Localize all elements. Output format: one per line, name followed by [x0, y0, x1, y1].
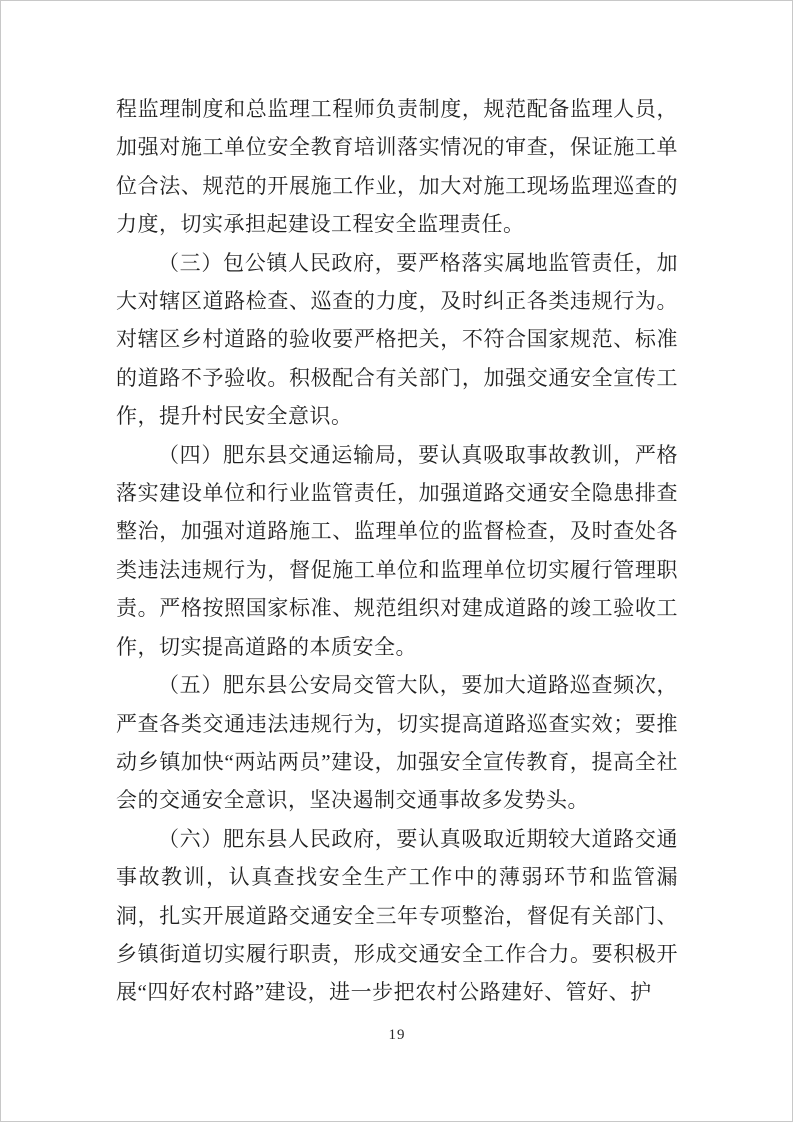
page-number: 19 [388, 1027, 406, 1043]
document-body [116, 90, 678, 1012]
body-paragraph-item-5: （五）肥东县公安局交管大队，要加大道路巡查频次，严查各类交通违法违规行为，切实提高道路巡查实效；要推动乡镇加快“两站两员”建设，加强安全宣传教育，提高全社会的交通安全意识，坚决遏制交通事故多发势头。 [116, 673, 678, 813]
body-paragraph-continuation: 程监理制度和总监理工程师负责制度，规范配备监理人员，加强对施工单位安全教育培训落实情况的审查，保证施工单位合法、规范的开展施工作业，加大对施工现场监理巡查的力度，切实承担起建设工程安全监理责任。 [116, 97, 678, 237]
body-paragraph-item-6: （六）肥东县人民政府，要认真吸取近期较大道路交通事故教训，认真查找安全生产工作中的薄弱环节和监管漏洞，扎实开展道路交通安全三年专项整治，督促有关部门、乡镇街道切实履行职责，形成交通安全工作合力。要积极开展“四好农村路”建设，进一步把农村公路建好、管好、护 [116, 826, 678, 1005]
body-paragraph-item-4: （四）肥东县交通运输局，要认真吸取事故教训，严格落实建设单位和行业监管责任，加强道路交通安全隐患排查整治，加强对道路施工、监理单位的监督检查，及时查处各类违法违规行为，督促施工单位和监理单位切实履行管理职责。严格按照国家标准、规范组织对建成道路的竣工验收工作，切实提高道路的本质安全。 [116, 442, 678, 659]
body-paragraph-item-3: （三）包公镇人民政府，要严格落实属地监管责任，加大对辖区道路检查、巡查的力度，及时纠正各类违规行为。对辖区乡村道路的验收要严格把关，不符合国家规范、标准的道路不予验收。积极配合有关部门，加强交通安全宣传工作，提升村民安全意识。 [116, 250, 678, 429]
